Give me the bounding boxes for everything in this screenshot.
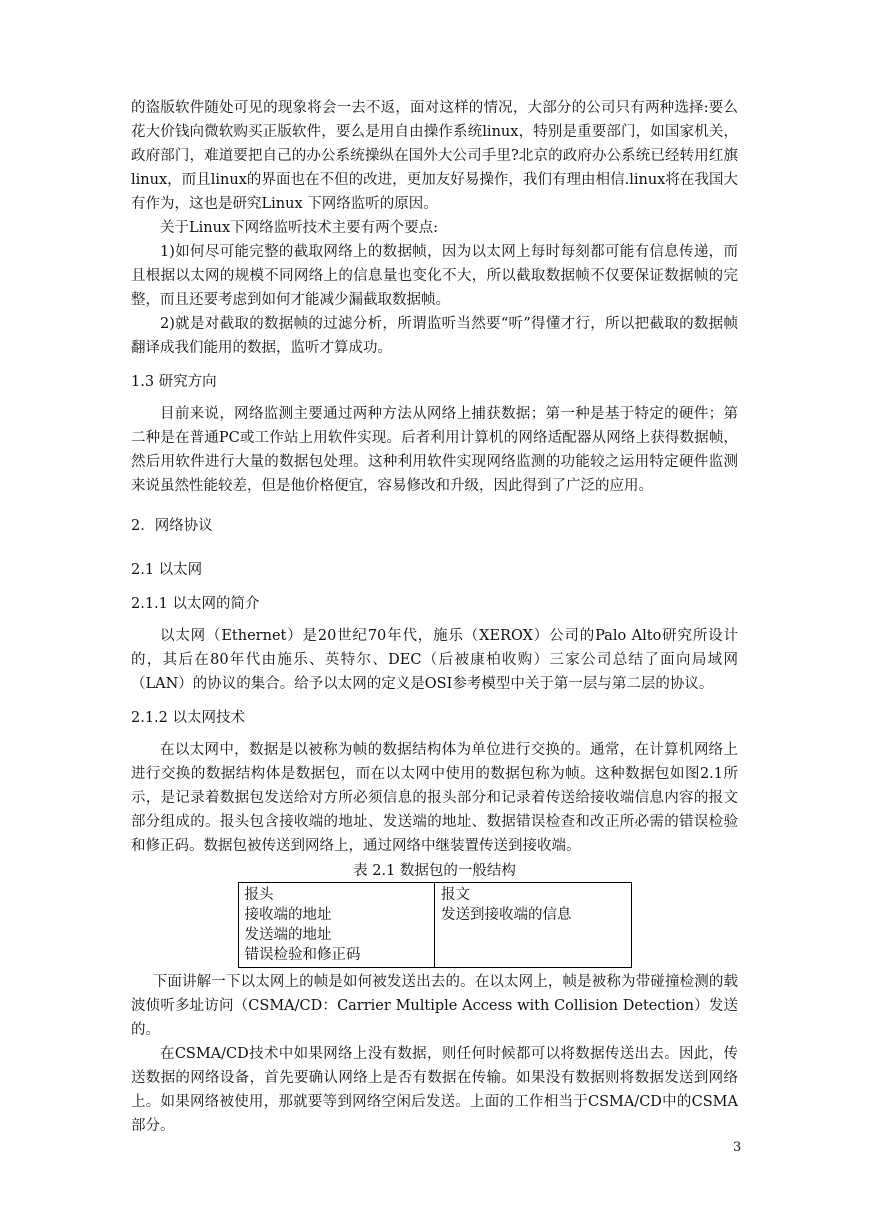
table-cell-header bbox=[238, 883, 435, 968]
heading-1-3: 1.3 研究方向 bbox=[131, 374, 217, 390]
page-number: 3 bbox=[733, 1140, 742, 1155]
packet-structure-table bbox=[238, 882, 632, 968]
table-caption: 表 2.1 数据包的一般结构 bbox=[353, 863, 516, 879]
page-content bbox=[131, 96, 738, 1138]
heading-2-1-1: 2.1.1 以太网的简介 bbox=[131, 596, 260, 612]
table-cell-line: 发送到接收端的信息 bbox=[441, 907, 572, 923]
table-cell-line: 发送端的地址 bbox=[244, 927, 332, 943]
paragraph-point-1: 1)如何尽可能完整的截取网络上的数据帧，因为以太网上每时每刻都可能有信息传递，而且根据以太网的规模不同网络上的信息量也变化不大，所以截取数据帧不仅要保证数据帧的完整，而且还要考虑到如何才能减少漏截取数据帧。 bbox=[131, 244, 738, 308]
paragraph-csma: 在CSMA/CD技术中如果网络上没有数据，则任何时候都可以将数据传送出去。因此，传送数据的网络设备，首先要确认网络上是否有数据在传输。如果没有数据则将数据发送到网络上。如果网络被使用，那就要等到网络空闲后发送。上面的工作相当于CSMA/CD中的CSMA部分。 bbox=[131, 1046, 738, 1134]
paragraph-frame-sending: 下面讲解一下以太网上的帧是如何被发送出去的。在以太网上，帧是被称为带碰撞检测的载波侦听多址访问（CSMA/CD：Carrier Multiple Access with Collision Detection）发送的。 bbox=[131, 974, 738, 1038]
paragraph-intro: 的盗版软件随处可见的现象将会一去不返，面对这样的情况，大部分的公司只有两种选择:要么花大价钱向微软购买正版软件，要么是用自由操作系统linux，特别是重要部门，如国家机关，政府部门，难道要把自己的办公系统操纵在国外大公司手里?北京的政府办公系统已经转用红旗linux，而且linux的界面也在不但的改进，更加友好易操作，我们有理由相信.linux将在我国大有作为，这也是研究Linux 下网络监听的原因。 bbox=[131, 100, 738, 212]
table-cell-line: 接收端的地址 bbox=[244, 907, 332, 923]
table-cell-body bbox=[435, 883, 632, 968]
table-cell-line: 错误检验和修正码 bbox=[244, 947, 361, 963]
table-cell-line: 报头 bbox=[244, 887, 274, 903]
paragraph-research: 目前来说，网络监测主要通过两种方法从网络上捕获数据；第一种是基于特定的硬件；第二种是在普通PC或工作站上用软件实现。后者利用计算机的网络适配器从网络上获得数据帧，然后用软件进行大量的数据包处理。这种利用软件实现网络监测的功能较之运用特定硬件监测来说虽然性能较差，但是他价格便宜，容易修改和升级，因此得到了广泛的应用。 bbox=[131, 406, 738, 494]
heading-2-1-2: 2.1.2 以太网技术 bbox=[131, 710, 246, 726]
paragraph-point-2: 2)就是对截取的数据帧的过滤分析，所谓监听当然要“听”得懂才行，所以把截取的数据帧翻译成我们能用的数据，监听才算成功。 bbox=[131, 316, 738, 356]
paragraph-ethernet-intro: 以太网（Ethernet）是20世纪70年代，施乐（XEROX）公司的Palo Alto研究所设计的，其后在80年代由施乐、英特尔、DEC（后被康柏收购）三家公司总结了面向局域网（LAN）的协议的集合。给予以太网的定义是OSI参考模型中关于第一层与第二层的协议。 bbox=[131, 628, 738, 692]
heading-2-1: 2.1 以太网 bbox=[131, 562, 203, 578]
table-cell-line: 报文 bbox=[441, 887, 470, 903]
paragraph-key-points: 关于Linux下网络监听技术主要有两个要点: bbox=[160, 220, 439, 236]
heading-2: 2．网络协议 bbox=[131, 518, 213, 534]
paragraph-ethernet-tech: 在以太网中，数据是以被称为帧的数据结构体为单位进行交换的。通常，在计算机网络上进行交换的数据结构体是数据包，而在以太网中使用的数据包称为帧。这种数据包如图2.1所示，是记录着数据包发送给对方所必须信息的报头部分和记录着传送给接收端信息内容的报文部分组成的。报头包含接收端的地址、发送端的地址、数据错误检查和改正所必需的错误检验和修正码。数据包被传送到网络上，通过网络中继装置传送到接收端。 bbox=[131, 742, 738, 854]
